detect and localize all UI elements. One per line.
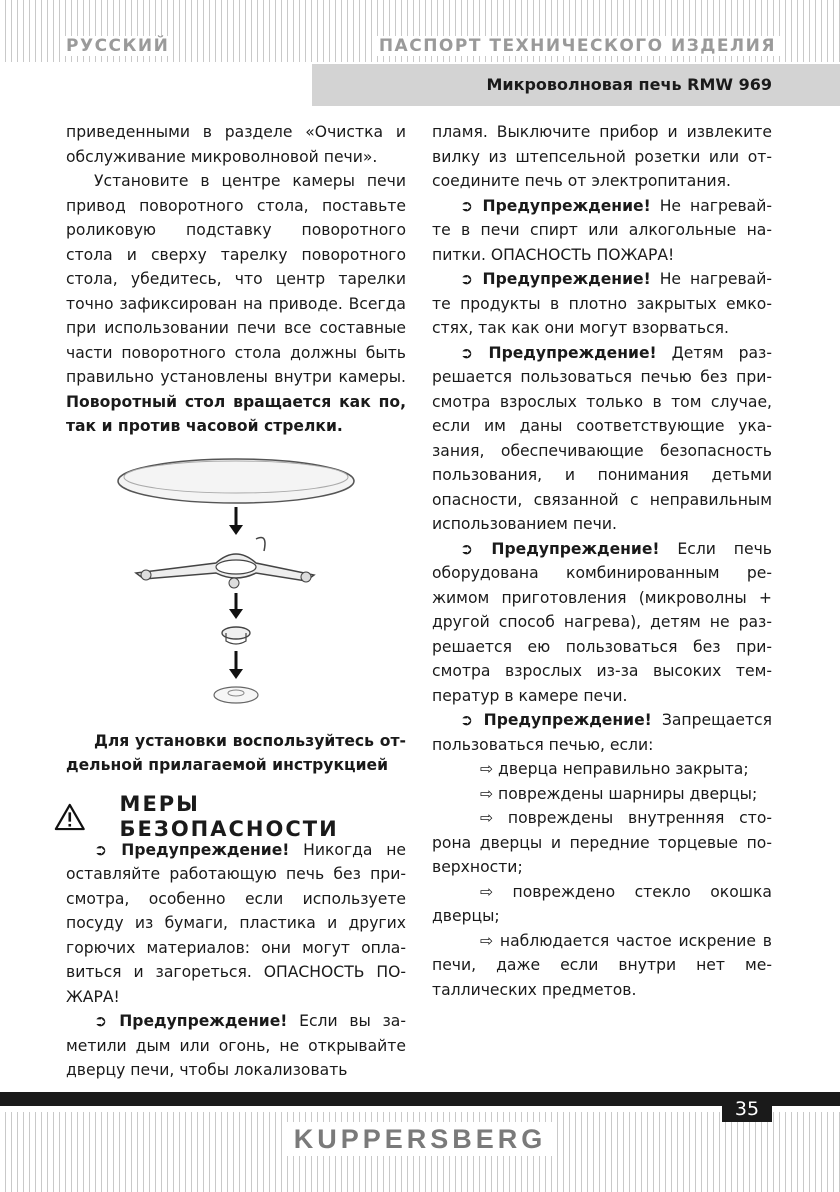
bold-right-arrow-icon: ➲ <box>94 840 122 859</box>
warning-paragraph <box>66 1009 406 1083</box>
warning-text: Детям разрешается пользоваться печью без присмотра взрослых только в том случае, если им даны соответствующие указания, обеспечивающие безопасность пользования, и понимания детьми опасности, связанной с неправильным использованием печи. <box>432 343 772 533</box>
list-item <box>432 757 772 782</box>
list-item <box>432 880 772 929</box>
warning-label: Предупреждение! <box>482 270 651 288</box>
caption-text: Для установки воспользуйтесь отдельной прилагаемой инструкцией <box>66 731 406 774</box>
outline-right-arrow-icon: ⇨ <box>480 809 508 827</box>
brand-name: KUPPERSBERG <box>284 1122 557 1156</box>
warning-paragraph <box>432 537 772 709</box>
paragraph <box>66 169 406 439</box>
outline-right-arrow-icon: ⇨ <box>480 882 513 901</box>
model-title: Микроволновая печь RMW 969 <box>486 75 772 94</box>
bold-right-arrow-icon: ➲ <box>94 1012 120 1030</box>
warning-label: Предупреждение! <box>119 1012 288 1030</box>
header-language: РУССКИЙ <box>62 36 173 56</box>
outline-right-arrow-icon: ⇨ <box>480 784 499 803</box>
left-column <box>66 120 406 1083</box>
paragraph-text: Установите в центре камеры печи привод поворотного стола, поставьте роликовую подставку поворотного стола и сверху тарелку поворотного стола, убедитесь, что центр тарелки точно зафиксирован на приводе. Всегда при использовании печи все составные части поворотного стола должны быть правильно установлены внутри камеры. <box>66 172 406 386</box>
warning-label: Предупреждение! <box>483 711 652 729</box>
list-item <box>432 929 772 1003</box>
right-column <box>432 120 772 1002</box>
list-item <box>432 782 772 807</box>
list-item-text: наблюдается частое искрение в печи, даже если внутри нет металлических предметов. <box>432 931 772 999</box>
list-item-text: повреждены внутренняя сторона дверцы и передние торцевые поверхности; <box>432 809 772 876</box>
warning-text: Никогда не оставляйте работающую печь без присмотра, особенно если используете посуду из бумаги, пластика и других горючих материалов: они могут оплавиться и загореться. ОПАСНОСТЬ ПОЖАРА! <box>66 840 406 1006</box>
warning-text: Не нагревайте в печи спирт или алкогольные напитки. ОПАСНОСТЬ ПОЖАРА! <box>432 196 772 264</box>
safety-section-heading <box>66 792 406 841</box>
page-number: 35 <box>722 1092 772 1122</box>
bold-right-arrow-icon: ➲ <box>460 270 483 288</box>
bold-right-arrow-icon: ➲ <box>460 343 489 362</box>
footer-bar <box>0 1092 840 1106</box>
bold-note: Поворотный стол вращается как по, так и против часовой стрелки. <box>66 392 406 435</box>
brand-logo <box>0 1122 840 1156</box>
list-item <box>432 806 772 880</box>
warning-paragraph <box>432 341 772 537</box>
warning-paragraph <box>432 194 772 268</box>
bold-right-arrow-icon: ➲ <box>460 196 483 215</box>
installation-caption <box>66 729 406 778</box>
turntable-assembly-diagram <box>106 455 366 717</box>
list-item-text: повреждены шарниры дверцы; <box>498 784 758 803</box>
warning-text: Не нагревайте продукты в плотно закрытых емкостях, так как они могут взорваться. <box>432 270 772 337</box>
warning-text: Если печь оборудована комбинированным режимом приготовления (микроволны + другой способ нагрева), детям не разрешается ею пользоваться без присмотра взрослых из-за высоких температур в камере печи. <box>432 539 772 705</box>
warning-label: Предупреждение! <box>121 840 290 859</box>
warning-label: Предупреждение! <box>488 343 657 362</box>
warning-paragraph <box>432 267 772 341</box>
bold-right-arrow-icon: ➲ <box>460 711 484 729</box>
warning-triangle-icon <box>54 802 86 832</box>
warning-label: Предупреждение! <box>491 539 660 558</box>
section-title: МЕРЫ БЕЗОПАСНОСТИ <box>119 792 339 841</box>
warning-text: Если вы заметили дым или огонь, не открывайте дверцу печи, чтобы локализовать <box>66 1012 407 1079</box>
header-document-type: ПАСПОРТ ТЕХНИЧЕСКОГО ИЗДЕЛИЯ <box>375 36 780 56</box>
bold-right-arrow-icon: ➲ <box>460 539 492 558</box>
outline-right-arrow-icon: ⇨ <box>480 931 500 950</box>
list-item-text: повреждено стекло окошка дверцы; <box>432 882 772 925</box>
warning-paragraph <box>66 838 406 1010</box>
warning-text: Запрещается пользоваться печью, если: <box>432 711 772 754</box>
model-bar <box>312 64 840 106</box>
warning-paragraph <box>432 708 772 757</box>
list-item-text: дверца неправильно закрыта; <box>498 760 749 778</box>
turntable-illustration <box>66 455 406 717</box>
warning-label: Предупреждение! <box>482 196 651 215</box>
paragraph: пламя. Выключите прибор и извлеките вилку из штепсельной розетки или отсоедините печь от электропитания. <box>432 123 772 190</box>
outline-right-arrow-icon: ⇨ <box>480 760 499 778</box>
paragraph: приведенными в разделе «Очистка и обслуживание микроволновой печи». <box>66 123 406 166</box>
